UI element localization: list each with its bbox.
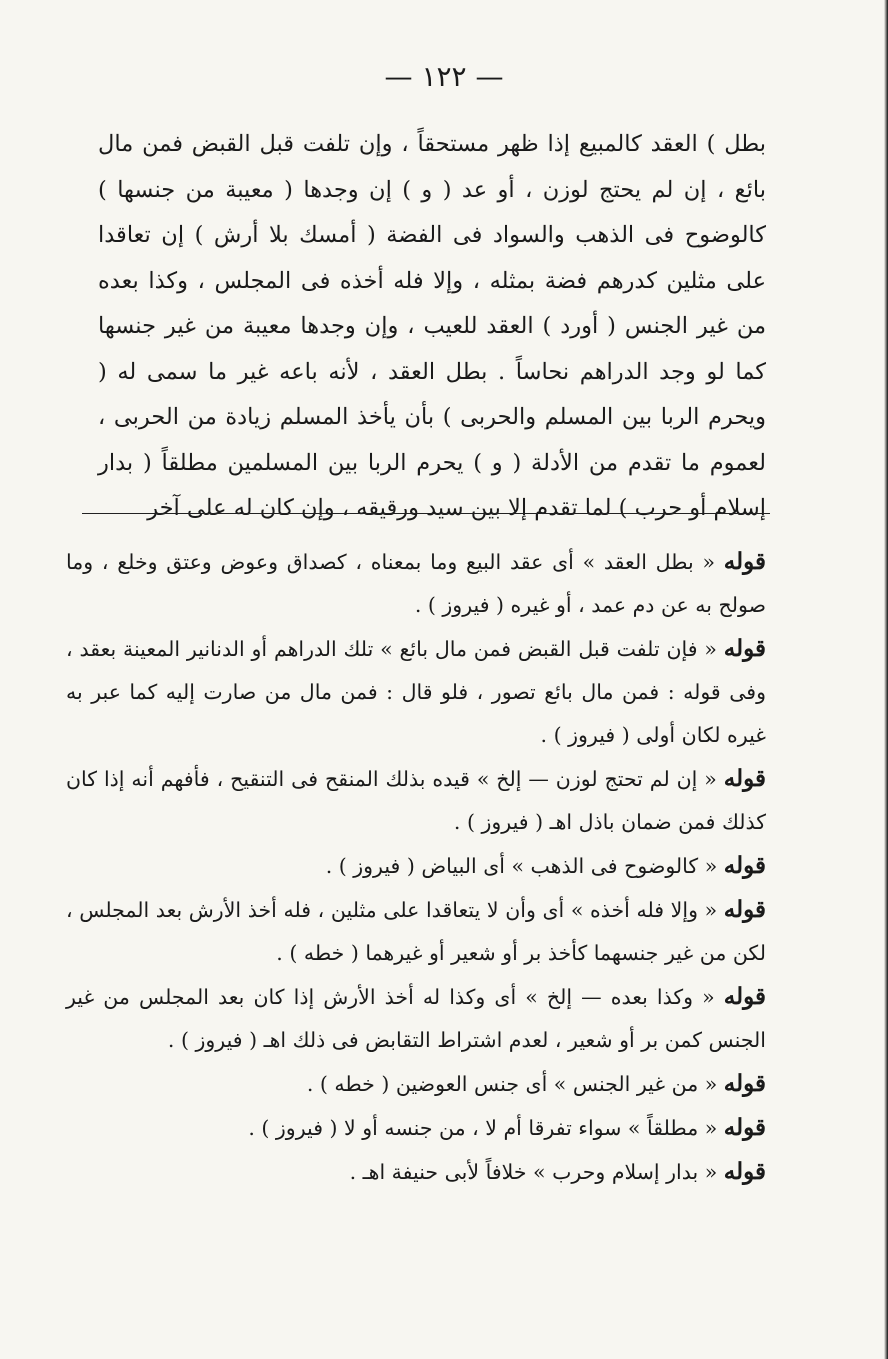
entry-keyword: قوله	[723, 1158, 766, 1185]
entry-text: « فإن تلفت قبل القبض فمن مال بائع » تلك الدراهم أو الدنانير المعينة بعقد ، وفى قوله : فمن مال بائع تصور ، فلو قال : فمن مال من صارت إليه كما عبر به غيره لكان أولى ( فيروز ) .	[66, 637, 766, 747]
page-number: — ١٢٢ —	[384, 60, 504, 93]
commentary-entry	[66, 757, 766, 844]
entry-text: « كالوضوح فى الذهب » أى البياض ( فيروز ) .	[325, 854, 718, 878]
commentary-entry	[66, 975, 766, 1062]
entry-text: « وكذا بعده — إلخ » أى وكذا له أخذ الأرش إذا كان بعد المجلس من غير الجنس كمن بر أو شعير ، لعدم اشتراط التقابض فى ذلك اهـ ( فيروز ) .	[66, 985, 766, 1052]
page-edge-shadow	[884, 0, 888, 1359]
main-text: بطل ) العقد كالمبيع إذا ظهر مستحقاً ، وإن تلفت قبل القبض فمن مال بائع ، إن لم يحتج لوزن ، أو عد ( و ) إن وجدها ( معيبة من جنسها ) كالوضوح فى الذهب والسواد فى الفضة ( أمسك بلا أرش ) إن تعاقدا على مثلين كدرهم فضة بمثله ، وإلا فله أخذه فى المجلس ، وكذا بعده من غير الجنس ( أورد ) العقد للعيب ، وإن وجدها معيبة من غير جنسها كما لو وجد الدراهم نحاساً . بطل العقد ، لأنه باعه غير ما سمى له ( ويحرم الربا بين المسلم والحربى ) بأن يأخذ المسلم زيادة من الحربى ، لعموم ما تقدم من الأدلة ( و ) يحرم الربا بين المسلمين مطلقاً ( بدار إسلام أو حرب ) لما تقدم إلا بين سيد ورقيقه ، وإن كان له على آخر	[98, 131, 766, 521]
entry-text: « بدار إسلام وحرب » خلافاً لأبى حنيفة اهـ .	[349, 1160, 718, 1184]
entry-keyword: قوله	[723, 635, 766, 662]
entry-text: « مطلقاً » سواء تفرقا أم لا ، من جنسه أو لا ( فيروز ) .	[248, 1116, 718, 1140]
entry-keyword: قوله	[723, 1114, 766, 1141]
entry-keyword: قوله	[723, 852, 766, 879]
entry-keyword: قوله	[723, 1070, 766, 1097]
entry-keyword: قوله	[723, 548, 766, 575]
commentary-entry	[66, 888, 766, 975]
entry-text: « إن لم تحتج لوزن — إلخ » قيده بذلك المنقح فى التنقيح ، فأفهم أنه إذا كان كذلك فمن ضمان باذل اهـ ( فيروز ) .	[66, 767, 766, 834]
divider-line	[82, 513, 770, 514]
entry-keyword: قوله	[723, 983, 766, 1010]
commentary-entry	[66, 1150, 766, 1194]
commentary-entry	[66, 627, 766, 757]
commentary-entry	[66, 844, 766, 888]
entry-keyword: قوله	[723, 765, 766, 792]
entry-text: « وإلا فله أخذه » أى وأن لا يتعاقدا على مثلين ، فله أخذ الأرش بعد المجلس ، لكن من غير جنسهما كأخذ بر أو شعير أو غيرهما ( خطه ) .	[66, 898, 766, 965]
entry-text: « من غير الجنس » أى جنس العوضين ( خطه ) .	[306, 1072, 718, 1096]
commentary-footnotes	[66, 540, 766, 1194]
commentary-entry	[66, 1062, 766, 1106]
entry-text: « بطل العقد » أى عقد البيع وما بمعناه ، كصداق وعوض وعتق وخلع ، وما صولح به عن دم عمد ، أو غيره ( فيروز ) .	[66, 550, 766, 617]
commentary-entry	[66, 1106, 766, 1150]
commentary-entry	[66, 540, 766, 627]
entry-keyword: قوله	[723, 896, 766, 923]
